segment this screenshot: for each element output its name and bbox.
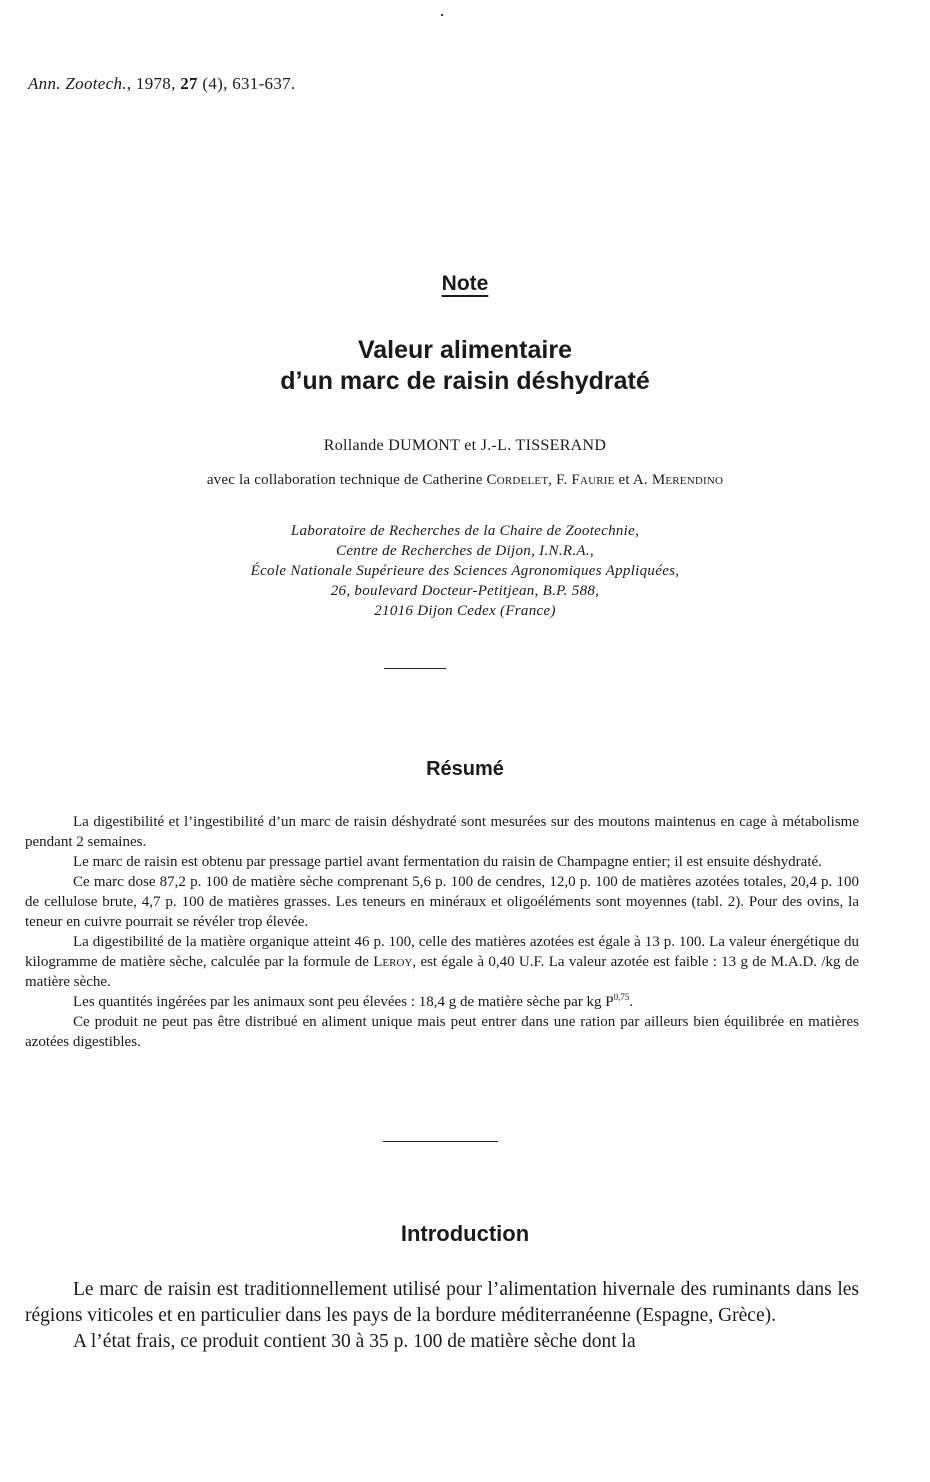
journal-name: Ann. Zootech. bbox=[28, 74, 127, 93]
introduction-heading: Introduction bbox=[400, 1221, 530, 1246]
citation-year: , 1978, bbox=[126, 74, 181, 93]
affiliation-line: Centre de Recherches de Dijon, I.N.R.A., bbox=[336, 543, 594, 559]
article-title bbox=[0, 335, 930, 397]
resume-paragraph: Le marc de raisin est obtenu par pressage partiel avant fermentation du raisin de Champagne entier; il est ensuite déshydraté. bbox=[73, 854, 822, 870]
affiliation-line: Laboratoire de Recherches de la Chaire de Zootechnie, bbox=[290, 523, 640, 539]
stray-dot bbox=[441, 14, 443, 16]
affiliation-line: 21016 Dijon Cedex (France) bbox=[374, 603, 556, 619]
collab-name-2: Faurie bbox=[571, 472, 615, 488]
citation-pages: (4), 631-637. bbox=[197, 74, 296, 93]
collab-prefix: avec la collaboration technique de Catherine bbox=[206, 472, 487, 488]
resume-paragraph bbox=[25, 932, 859, 992]
collab-name-1: Cordelet bbox=[486, 472, 549, 488]
intro-paragraph: Le marc de raisin est traditionnellement utilisé pour l’alimentation hivernale des ruminants dans les régions viticoles et en particulier dans les pays de la bordure méditerranéenne (Espagne, Grèce). bbox=[25, 1279, 859, 1326]
citation bbox=[28, 74, 296, 94]
title-line-2: d’un marc de raisin déshydraté bbox=[280, 367, 650, 395]
resume-paragraph: La digestibilité et l’ingestibilité d’un marc de raisin déshydraté sont mesurées sur des moutons maintenus en cage à métabolisme pendant 2 semaines. bbox=[25, 814, 859, 850]
resume-text: , est égale à 0,40 U.F. La valeur azotée est faible : 13 g de M.A.D. /kg de matière sèche. bbox=[25, 954, 859, 990]
divider bbox=[384, 668, 446, 669]
collab-sep-1: , F. bbox=[548, 472, 572, 488]
title-line-1: Valeur alimentaire bbox=[357, 336, 572, 364]
exponent: 0,75 bbox=[613, 992, 630, 1002]
resume-text: . bbox=[629, 994, 634, 1010]
resume-paragraph: Ce marc dose 87,2 p. 100 de matière sèche comprenant 5,6 p. 100 de cendres, 12,0 p. 100 de matières azotées totales, 20,4 p. 100 de cellulose brute, 4,7 p. 100 de matières grasses. Les teneurs en minéraux et oligoéléments sont moyennes (tabl. 2). Pour des ovins, la teneur en cuivre pourrait se révéler trop élevée. bbox=[25, 874, 859, 930]
citation-volume: 27 bbox=[180, 74, 198, 93]
collab-name-3: Merendino bbox=[651, 472, 724, 488]
resume-body bbox=[25, 812, 859, 1052]
resume-text: Les quantités ingérées par les animaux sont peu élevées : 18,4 g de matière sèche par kg P bbox=[73, 994, 614, 1010]
resume-paragraph bbox=[25, 992, 859, 1012]
introduction-body bbox=[25, 1277, 859, 1355]
author-name: Leroy bbox=[373, 954, 413, 970]
authors: Rollande DUMONT et J.-L. TISSERAND bbox=[323, 437, 607, 454]
divider bbox=[383, 1141, 498, 1142]
affiliation-line: 26, boulevard Docteur-Petitjean, B.P. 588, bbox=[330, 583, 600, 599]
intro-paragraph: A l’état frais, ce produit contient 30 à 35 p. 100 de matière sèche dont la bbox=[73, 1331, 636, 1352]
collaboration bbox=[0, 472, 930, 489]
affiliation bbox=[0, 521, 930, 621]
resume-text: La digestibilité de la matière organique atteint 46 p. 100, celle des matières azotées est égale à 13 p. 100. La valeur énergétique du kilogramme de matière sèche, calculée par la formule de bbox=[25, 934, 859, 970]
affiliation-line: École Nationale Supérieure des Sciences Agronomiques Appliquées, bbox=[250, 563, 680, 579]
section-label: Note bbox=[441, 272, 489, 295]
collab-sep-2: et A. bbox=[614, 472, 652, 488]
resume-heading: Résumé bbox=[426, 758, 504, 780]
resume-paragraph: Ce produit ne peut pas être distribué en aliment unique mais peut entrer dans une ration par ailleurs bien équilibrée en matières azotées digestibles. bbox=[25, 1014, 859, 1050]
